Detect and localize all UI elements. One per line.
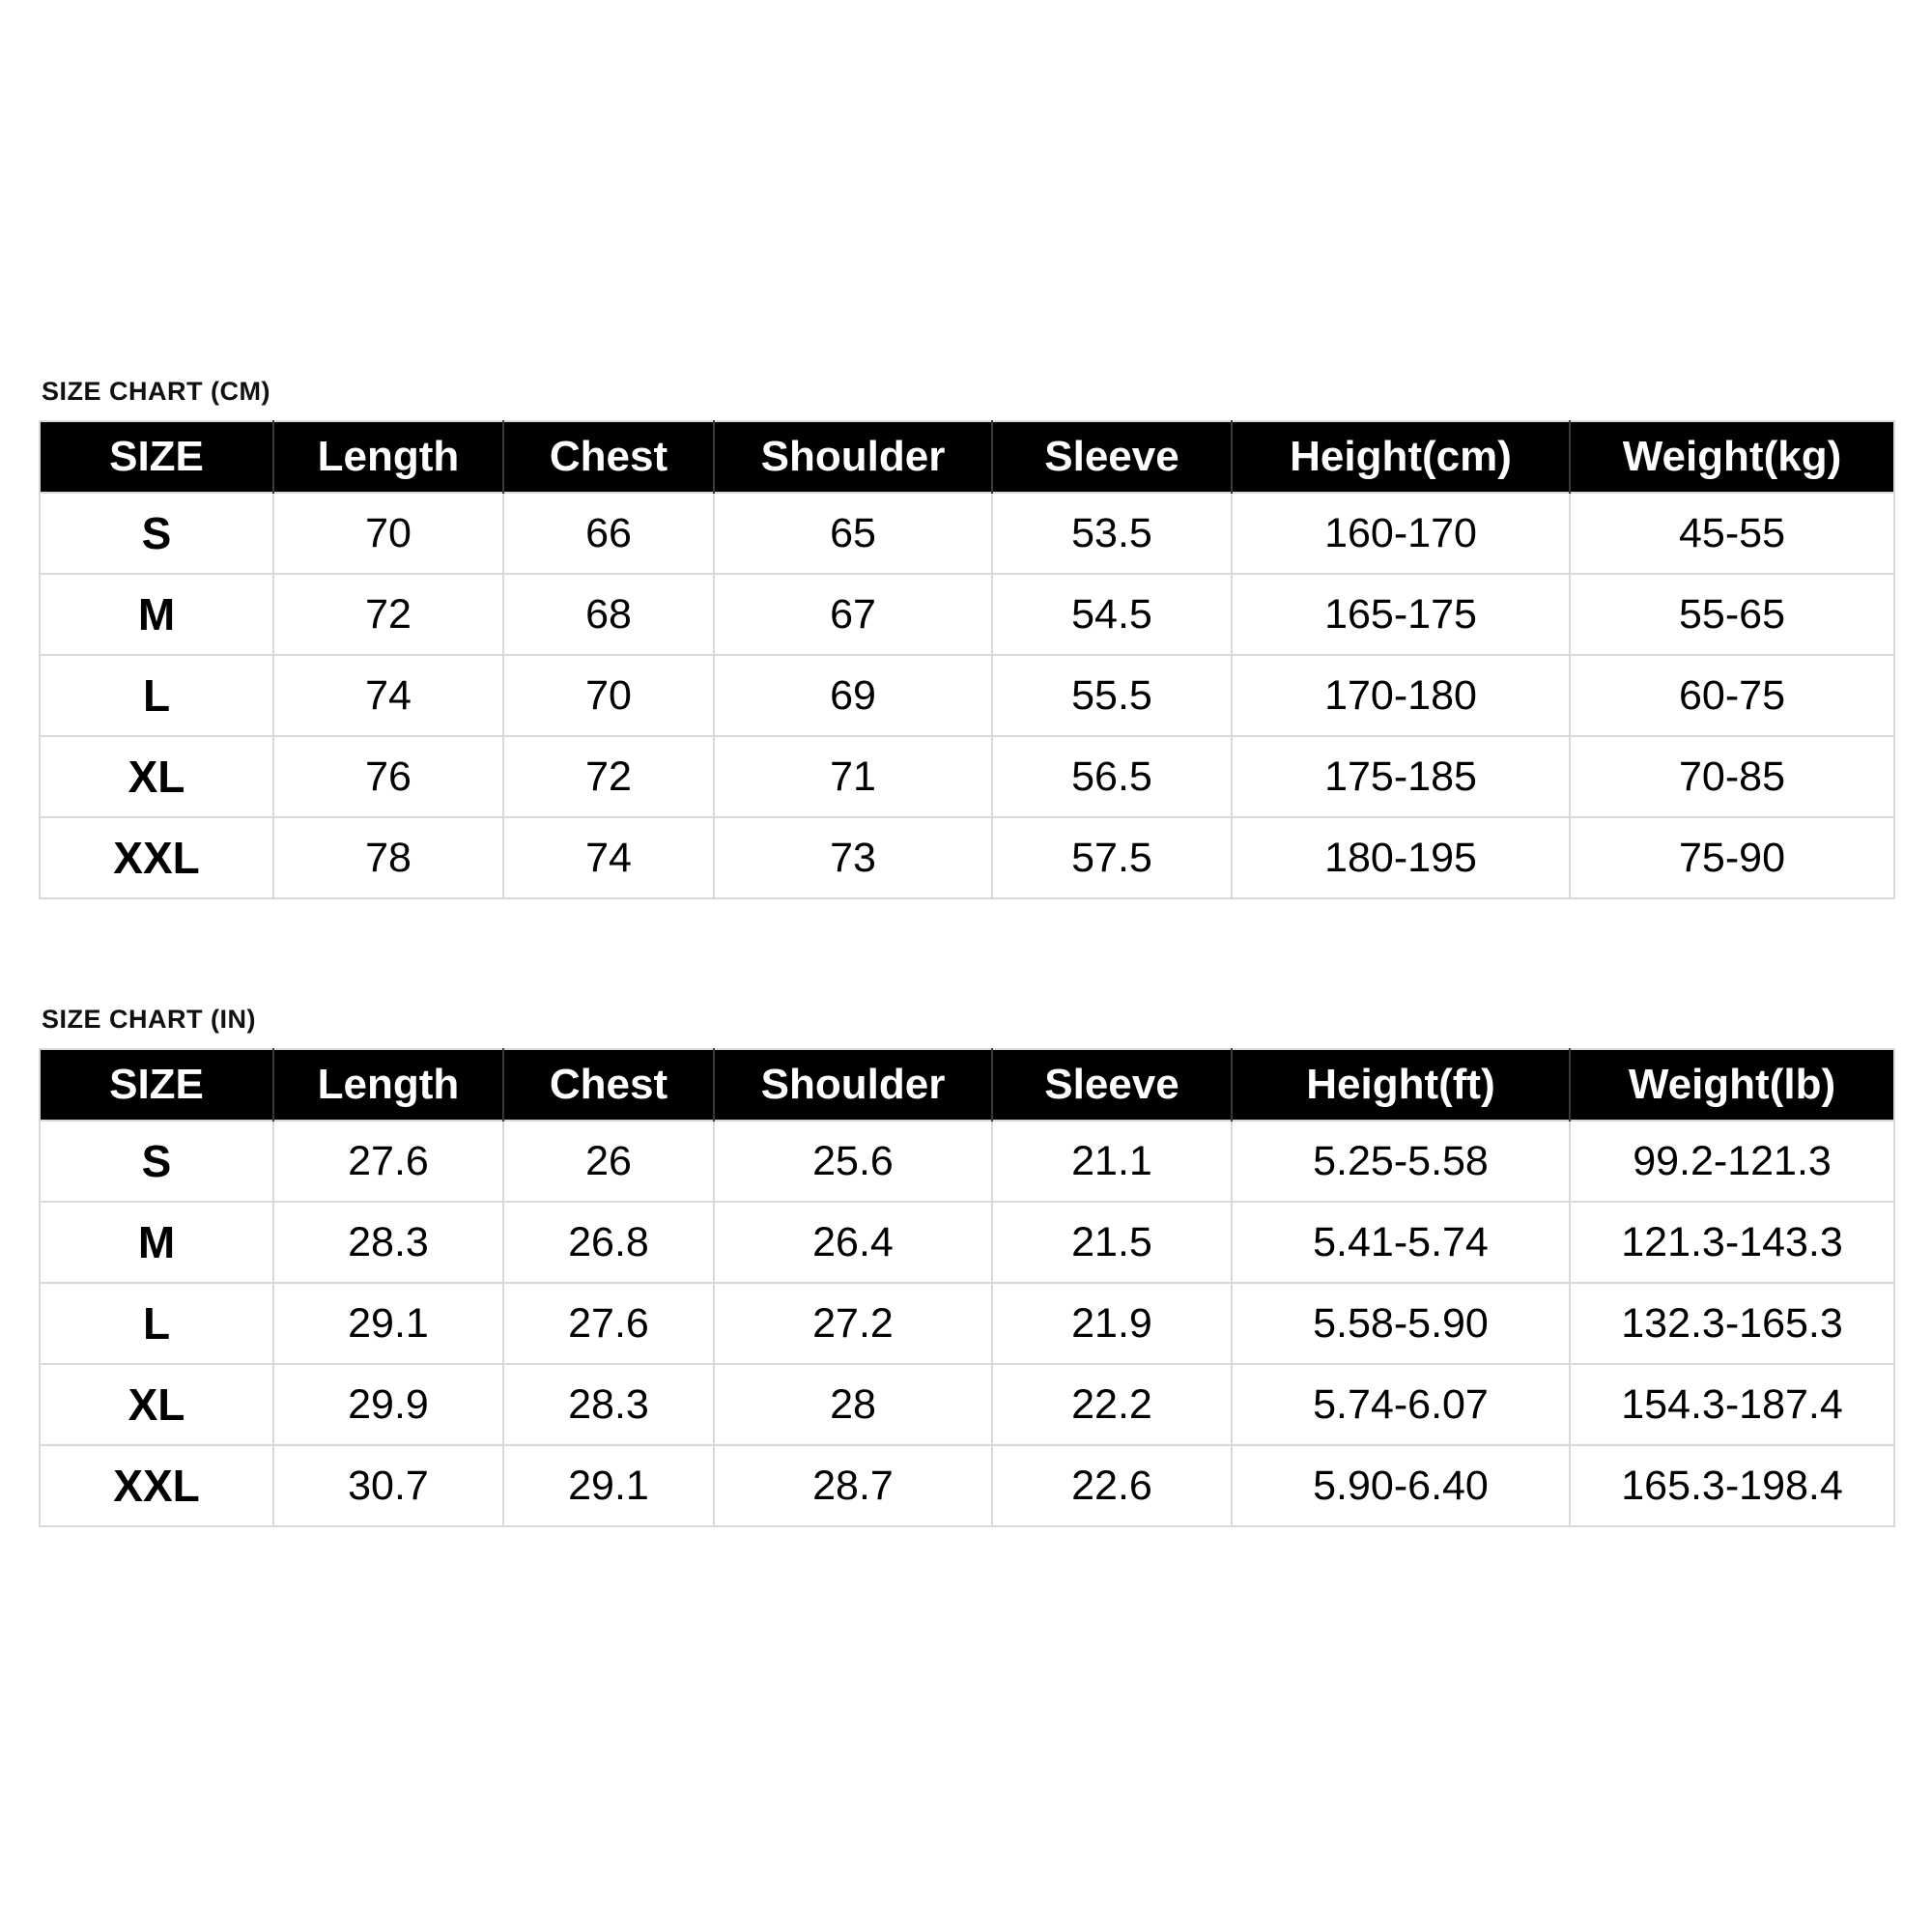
column-header-shoulder: Shoulder xyxy=(714,421,992,493)
cell-chest: 68 xyxy=(503,574,714,655)
table-row xyxy=(40,736,1894,817)
cell-chest: 66 xyxy=(503,493,714,574)
table-row xyxy=(40,655,1894,736)
cell-weight: 60-75 xyxy=(1570,655,1894,736)
cell-size: M xyxy=(40,1202,273,1283)
cell-shoulder: 26.4 xyxy=(714,1202,992,1283)
cell-chest: 72 xyxy=(503,736,714,817)
cell-height: 165-175 xyxy=(1232,574,1570,655)
cell-sleeve: 53.5 xyxy=(992,493,1232,574)
size-chart-in-table xyxy=(39,1048,1895,1527)
column-header-weight: Weight(lb) xyxy=(1570,1049,1894,1121)
column-header-height: Height(ft) xyxy=(1232,1049,1570,1121)
size-chart-cm-caption: SIZE CHART (CM) xyxy=(42,377,270,406)
column-header-shoulder: Shoulder xyxy=(714,1049,992,1121)
size-chart-in-section xyxy=(39,1005,1893,1527)
table-header-row xyxy=(40,1049,1894,1121)
cell-sleeve: 21.5 xyxy=(992,1202,1232,1283)
cell-height: 5.90-6.40 xyxy=(1232,1445,1570,1526)
size-chart-cm-table xyxy=(39,420,1895,899)
column-header-sleeve: Sleeve xyxy=(992,421,1232,493)
cell-size: L xyxy=(40,655,273,736)
cell-height: 160-170 xyxy=(1232,493,1570,574)
cell-size: XXL xyxy=(40,817,273,898)
cell-length: 74 xyxy=(273,655,503,736)
cell-weight: 99.2-121.3 xyxy=(1570,1121,1894,1202)
cell-weight: 70-85 xyxy=(1570,736,1894,817)
cell-shoulder: 73 xyxy=(714,817,992,898)
column-header-size: SIZE xyxy=(40,1049,273,1121)
cell-chest: 26 xyxy=(503,1121,714,1202)
cell-length: 78 xyxy=(273,817,503,898)
cell-size: S xyxy=(40,493,273,574)
cell-size: XXL xyxy=(40,1445,273,1526)
column-header-chest: Chest xyxy=(503,1049,714,1121)
table-row xyxy=(40,493,1894,574)
cell-size: S xyxy=(40,1121,273,1202)
column-header-length: Length xyxy=(273,421,503,493)
cell-size: XL xyxy=(40,736,273,817)
cell-length: 27.6 xyxy=(273,1121,503,1202)
cell-sleeve: 21.1 xyxy=(992,1121,1232,1202)
cell-sleeve: 22.6 xyxy=(992,1445,1232,1526)
cell-weight: 45-55 xyxy=(1570,493,1894,574)
cell-shoulder: 28.7 xyxy=(714,1445,992,1526)
cell-size: M xyxy=(40,574,273,655)
cell-chest: 28.3 xyxy=(503,1364,714,1445)
cell-sleeve: 22.2 xyxy=(992,1364,1232,1445)
cell-sleeve: 56.5 xyxy=(992,736,1232,817)
column-header-length: Length xyxy=(273,1049,503,1121)
cell-shoulder: 25.6 xyxy=(714,1121,992,1202)
cell-length: 70 xyxy=(273,493,503,574)
cell-height: 175-185 xyxy=(1232,736,1570,817)
cell-chest: 70 xyxy=(503,655,714,736)
cell-shoulder: 27.2 xyxy=(714,1283,992,1364)
column-header-size: SIZE xyxy=(40,421,273,493)
table-row xyxy=(40,1364,1894,1445)
cell-sleeve: 21.9 xyxy=(992,1283,1232,1364)
cell-size: L xyxy=(40,1283,273,1364)
cell-height: 5.74-6.07 xyxy=(1232,1364,1570,1445)
cell-chest: 74 xyxy=(503,817,714,898)
cell-height: 5.58-5.90 xyxy=(1232,1283,1570,1364)
table-row xyxy=(40,1121,1894,1202)
column-header-sleeve: Sleeve xyxy=(992,1049,1232,1121)
table-row xyxy=(40,817,1894,898)
cell-length: 30.7 xyxy=(273,1445,503,1526)
table-row xyxy=(40,1445,1894,1526)
table-row xyxy=(40,574,1894,655)
cell-shoulder: 65 xyxy=(714,493,992,574)
cell-length: 29.1 xyxy=(273,1283,503,1364)
table-header-row xyxy=(40,421,1894,493)
cell-length: 28.3 xyxy=(273,1202,503,1283)
cell-length: 72 xyxy=(273,574,503,655)
cell-shoulder: 71 xyxy=(714,736,992,817)
cell-sleeve: 57.5 xyxy=(992,817,1232,898)
column-header-weight: Weight(kg) xyxy=(1570,421,1894,493)
cell-shoulder: 67 xyxy=(714,574,992,655)
cell-height: 5.41-5.74 xyxy=(1232,1202,1570,1283)
cell-height: 170-180 xyxy=(1232,655,1570,736)
table-row xyxy=(40,1202,1894,1283)
column-header-chest: Chest xyxy=(503,421,714,493)
cell-weight: 121.3-143.3 xyxy=(1570,1202,1894,1283)
cell-chest: 29.1 xyxy=(503,1445,714,1526)
cell-height: 180-195 xyxy=(1232,817,1570,898)
cell-length: 76 xyxy=(273,736,503,817)
cell-weight: 165.3-198.4 xyxy=(1570,1445,1894,1526)
cell-shoulder: 69 xyxy=(714,655,992,736)
column-header-height: Height(cm) xyxy=(1232,421,1570,493)
cell-shoulder: 28 xyxy=(714,1364,992,1445)
cell-length: 29.9 xyxy=(273,1364,503,1445)
cell-weight: 132.3-165.3 xyxy=(1570,1283,1894,1364)
cell-weight: 75-90 xyxy=(1570,817,1894,898)
size-chart-cm-section xyxy=(39,377,1893,899)
cell-size: XL xyxy=(40,1364,273,1445)
cell-weight: 55-65 xyxy=(1570,574,1894,655)
cell-sleeve: 55.5 xyxy=(992,655,1232,736)
cell-sleeve: 54.5 xyxy=(992,574,1232,655)
cell-chest: 27.6 xyxy=(503,1283,714,1364)
size-chart-in-caption: SIZE CHART (IN) xyxy=(42,1005,256,1034)
table-row xyxy=(40,1283,1894,1364)
cell-chest: 26.8 xyxy=(503,1202,714,1283)
cell-weight: 154.3-187.4 xyxy=(1570,1364,1894,1445)
cell-height: 5.25-5.58 xyxy=(1232,1121,1570,1202)
